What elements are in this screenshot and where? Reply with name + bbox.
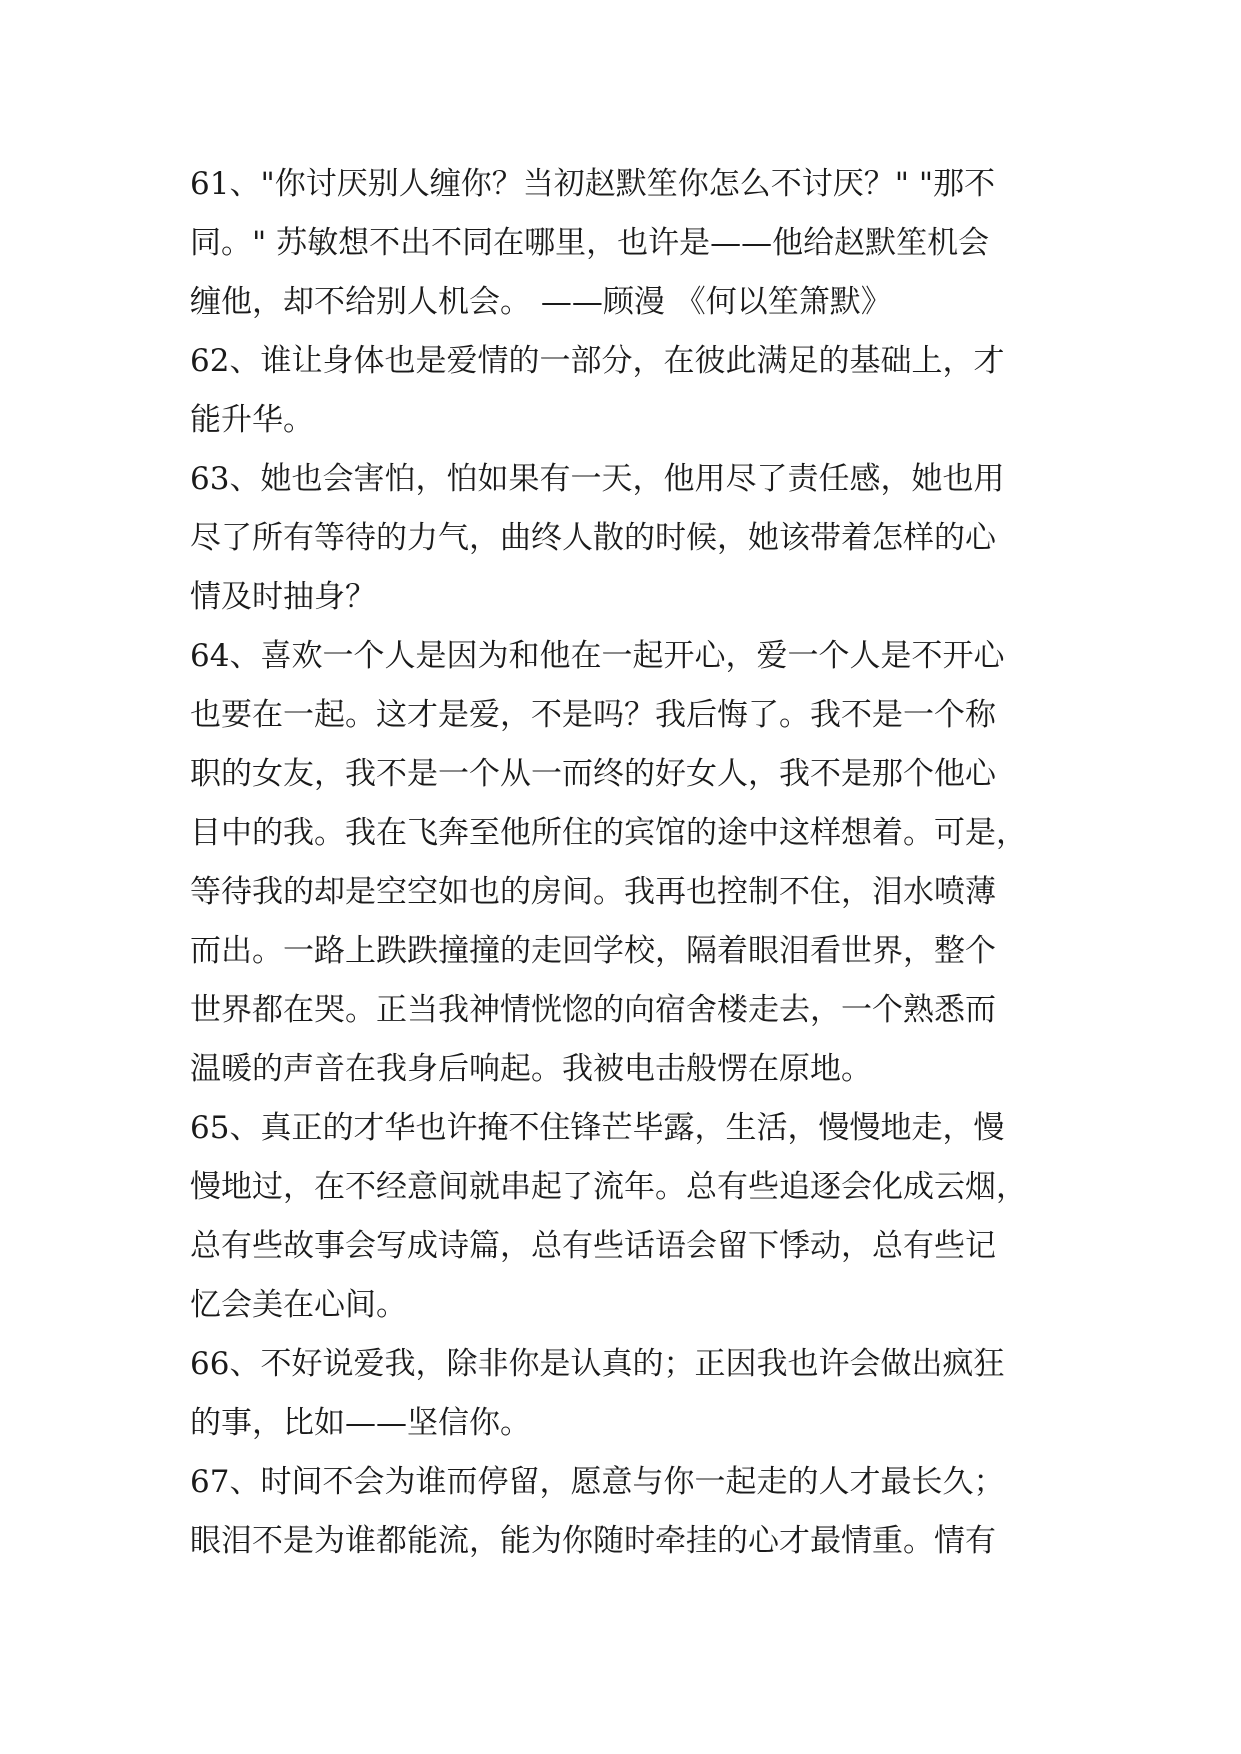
text-line: 慢地过，在不经意间就串起了流年。总有些追逐会化成云烟， <box>190 1169 1027 1205</box>
text-line: 能升华。 <box>190 402 314 438</box>
text-line: 63、她也会害怕，怕如果有一天，他用尽了责任感，她也用 <box>190 461 1005 497</box>
text-line: 62、谁让身体也是爱情的一部分，在彼此满足的基础上，才 <box>190 343 1005 379</box>
text-line: 世界都在哭。正当我神情恍惚的向宿舍楼走去，一个熟悉而 <box>190 992 996 1028</box>
text-line: 66、不好说爱我，除非你是认真的；正因我也许会做出疯狂 <box>190 1346 1005 1382</box>
text-line: 眼泪不是为谁都能流，能为你随时牵挂的心才最情重。情有 <box>190 1523 996 1559</box>
text-line: 缠他，却不给别人机会。 ——顾漫 《何以笙箫默》 <box>190 284 892 320</box>
text-line: 65、真正的才华也许掩不住锋芒毕露，生活，慢慢地走，慢 <box>190 1110 1005 1146</box>
text-line: 同。" 苏敏想不出不同在哪里，也许是——他给赵默笙机会 <box>190 225 990 261</box>
text-line: 61、"你讨厌别人缠你？当初赵默笙你怎么不讨厌？" "那不 <box>190 166 996 202</box>
text-line: 尽了所有等待的力气，曲终人散的时候，她该带着怎样的心 <box>190 520 996 556</box>
text-line: 温暖的声音在我身后响起。我被电击般愣在原地。 <box>190 1051 872 1087</box>
text-line: 等待我的却是空空如也的房间。我再也控制不住，泪水喷薄 <box>190 874 996 910</box>
text-line: 目中的我。我在飞奔至他所住的宾馆的途中这样想着。可是， <box>190 815 1027 851</box>
document-body <box>190 155 1070 1571</box>
text-line: 67、时间不会为谁而停留，愿意与你一起走的人才最长久； <box>190 1464 1005 1500</box>
text-line: 也要在一起。这才是爱，不是吗？我后悔了。我不是一个称 <box>190 697 996 733</box>
text-line: 职的女友，我不是一个从一而终的好女人，我不是那个他心 <box>190 756 996 792</box>
text-line: 情及时抽身？ <box>190 579 376 615</box>
text-line: 而出。一路上跌跌撞撞的走回学校，隔着眼泪看世界，整个 <box>190 933 996 969</box>
text-line: 的事，比如——坚信你。 <box>190 1405 531 1441</box>
text-line: 总有些故事会写成诗篇，总有些话语会留下悸动，总有些记 <box>190 1228 996 1264</box>
text-line: 64、喜欢一个人是因为和他在一起开心，爱一个人是不开心 <box>190 638 1005 674</box>
text-line: 忆会美在心间。 <box>190 1287 407 1323</box>
